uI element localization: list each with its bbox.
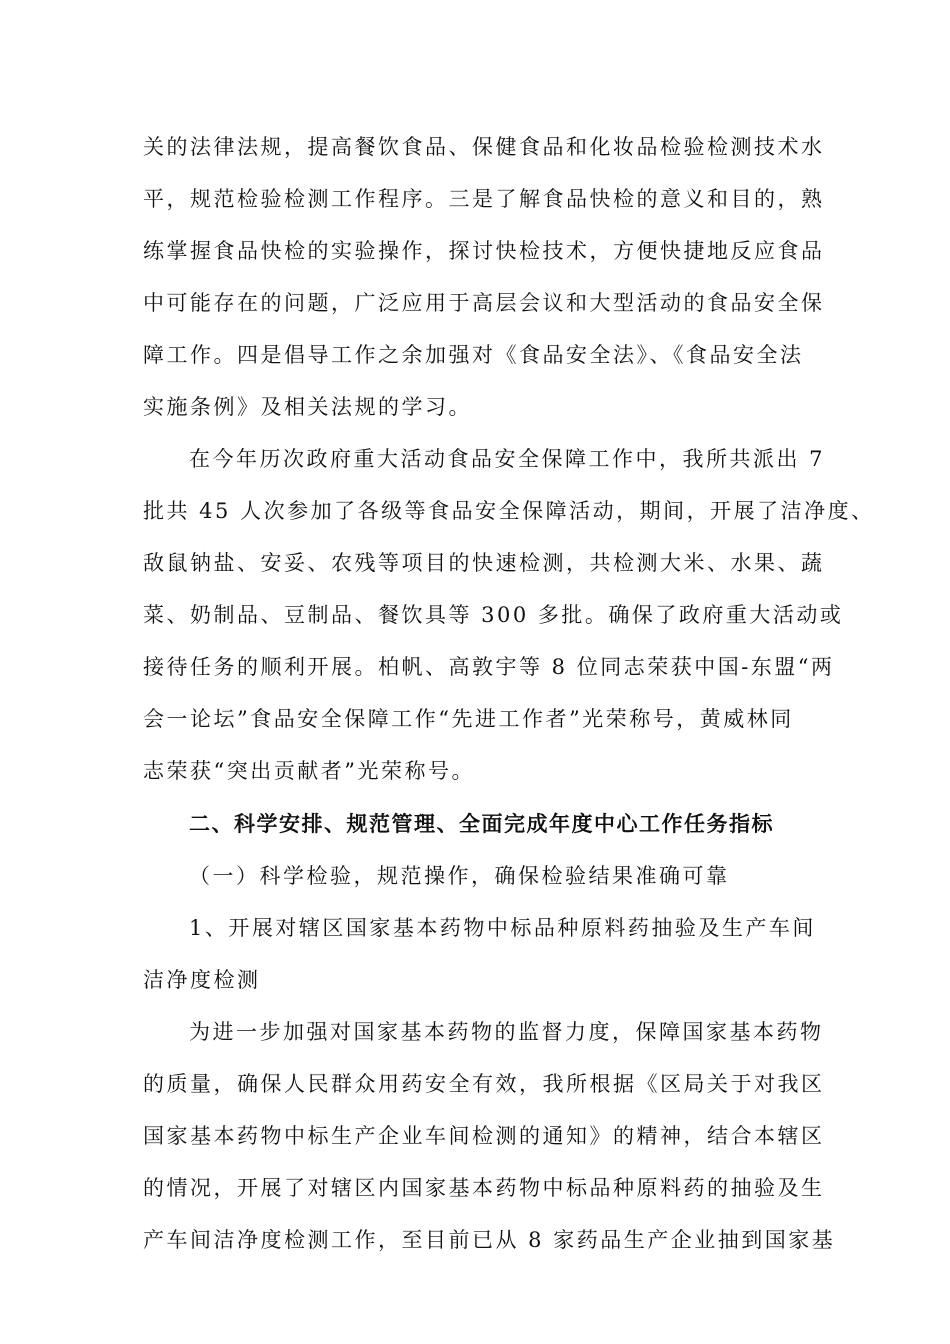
- text-line: 为进一步加强对国家基本药物的监督力度，保障国家基本药物: [189, 1020, 824, 1044]
- text-line: 敌鼠钠盐、安妥、农残等项目的快速检测，共检测大米、水果、蔬: [143, 551, 825, 575]
- text-line: 平，规范检验检测工作程序。三是了解食品快检的意义和目的，熟: [143, 187, 825, 211]
- text-line: 志荣获“突出贡献者”光荣称号。: [143, 759, 475, 783]
- text-line: 障工作。四是倡导工作之余加强对《食品安全法》、《食品安全法: [143, 343, 804, 367]
- text-line: 接待任务的顺利开展。柏帆、高敦宇等 8 位同志荣获中国-东盟“两: [143, 655, 835, 679]
- text-line: 会一论坛”食品安全保障工作“先进工作者”光荣称号，黄威林同: [143, 707, 794, 731]
- text-line: 国家基本药物中标生产企业车间检测的通知》的精神，结合本辖区: [143, 1124, 825, 1148]
- item-heading-continuation: 洁净度检测: [143, 968, 261, 992]
- text-line: 菜、奶制品、豆制品、餐饮具等 300 多批。确保了政府重大活动或: [143, 603, 844, 627]
- text-line: 关的法律法规，提高餐饮食品、保健食品和化妆品检验检测技术水: [143, 135, 825, 159]
- subsection-heading: （一）科学检验，规范操作，确保检验结果准确可靠: [189, 864, 730, 888]
- text-line: 的情况，开展了对辖区内国家基本药物中标品种原料药的抽验及生: [143, 1176, 825, 1200]
- text-line: 实施条例》及相关法规的学习。: [143, 395, 472, 419]
- text-line: 在今年历次政府重大活动食品安全保障工作中，我所共派出 7: [189, 447, 826, 471]
- text-line: 练掌握食品快检的实验操作，探讨快检技术，方便快捷地反应食品: [143, 239, 825, 263]
- text-line: 批共 45 人次参加了各级等食品安全保障活动，期间，开展了洁净度、: [143, 499, 875, 523]
- section-heading: 二、科学安排、规范管理、全面完成年度中心工作任务指标: [189, 811, 774, 836]
- text-line: 的质量，确保人民群众用药安全有效，我所根据《区局关于对我区: [143, 1072, 825, 1096]
- text-line: 中可能存在的问题，广泛应用于高层会议和大型活动的食品安全保: [143, 291, 825, 315]
- text-line: 产车间洁净度检测工作，至目前已从 8 家药品生产企业抽到国家基: [143, 1228, 836, 1252]
- item-heading: 1、开展对辖区国家基本药物中标品种原料药抽验及生产车间: [189, 916, 816, 940]
